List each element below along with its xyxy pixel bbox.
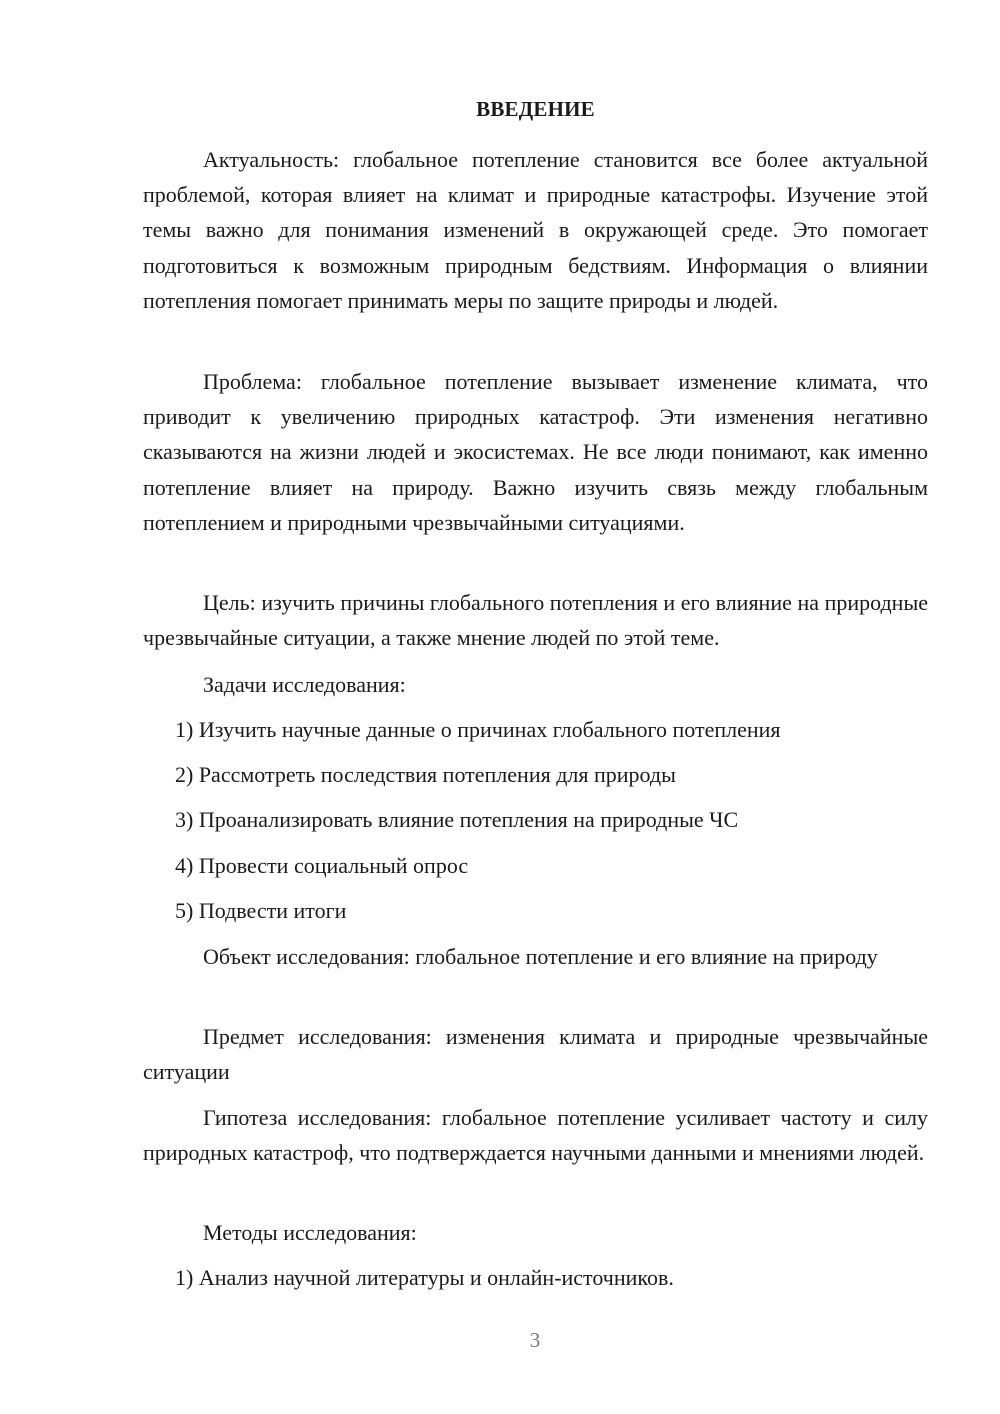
paragraph-object: Объект исследования: глобальное потепление и его влияние на природу [203, 944, 878, 969]
task-item-3: 3) Проанализировать влияние потепления на природные ЧС [175, 807, 739, 832]
method-item-1: 1) Анализ научной литературы и онлайн-источников. [175, 1265, 674, 1290]
task-item-1: 1) Изучить научные данные о причинах глобального потепления [175, 717, 781, 742]
paragraph-problem: Проблема: глобальное потепление вызывает изменение климата, что приводит к увеличению природных катастроф. Эти изменения негативно сказываются на жизни людей и экосистемах. Не все люди понимают, как именно потепление влияет на природу. Важно изучить связь между глобальным потеплением и природными чрезвычайными ситуациями. [143, 369, 928, 535]
task-item-4: 4) Провести социальный опрос [175, 853, 469, 878]
paragraph-goal: Цель: изучить причины глобального потепления и его влияние на природные чрезвычайные ситуации, а также мнение людей по этой теме. [143, 590, 928, 651]
tasks-heading: Задачи исследования: [203, 672, 406, 697]
page-number: 3 [529, 1328, 541, 1352]
task-item-2: 2) Рассмотреть последствия потепления для природы [175, 762, 676, 787]
paragraph-subject: Предмет исследования: изменения климата и природные чрезвычайные ситуации [143, 1024, 928, 1085]
task-item-5: 5) Подвести итоги [175, 898, 347, 923]
paragraph-hypothesis: Гипотеза исследования: глобальное потепление усиливает частоту и силу природных катастроф, что подтверждается научными данными и мнениями людей. [143, 1105, 928, 1166]
paragraph-relevance: Актуальность: глобальное потепление становится все более актуальной проблемой, которая влияет на климат и природные катастрофы. Изучение этой темы важно для понимания изменений в окружающей среде. Это помогает подготовиться к возможным природным бедствиям. Информация о влиянии потепления помогает принимать меры по защите природы и людей. [143, 147, 928, 313]
methods-heading: Методы исследования: [203, 1220, 417, 1245]
section-heading: ВВЕДЕНИЕ [476, 97, 595, 121]
